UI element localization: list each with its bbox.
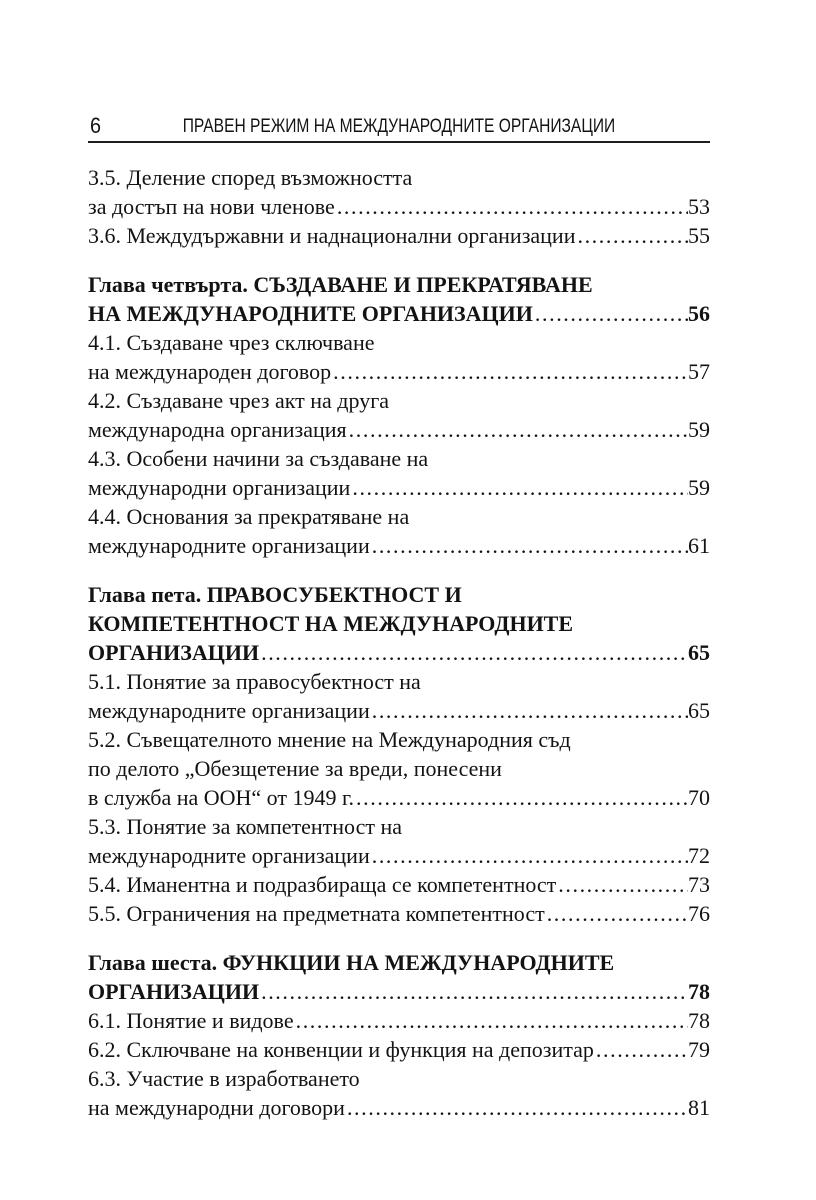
toc-chapter-heading — [88, 270, 710, 328]
toc-line-text: 4.4. Основания за прекратяване на — [88, 504, 410, 529]
toc-page-ref: 59 — [688, 475, 710, 500]
toc-chapter-heading — [88, 580, 710, 667]
toc-chapter-heading — [88, 948, 710, 1006]
toc-line — [88, 192, 710, 221]
toc-line — [88, 444, 710, 473]
toc-line — [88, 725, 710, 754]
toc-line-text: международните организации — [88, 698, 370, 723]
toc-entry — [88, 1006, 710, 1035]
toc-line-text: Глава пета. ПРАВОСУБЕКТНОСТ И — [88, 582, 462, 607]
toc-line — [88, 754, 710, 783]
dot-leader — [296, 1006, 688, 1035]
toc-line — [88, 415, 710, 444]
toc-page-ref: 73 — [688, 872, 710, 897]
toc-page-ref: 72 — [688, 843, 710, 868]
toc-line — [88, 328, 710, 357]
dot-leader — [577, 221, 688, 250]
toc-line — [88, 386, 710, 415]
toc-line-text: ОРГАНИЗАЦИИ — [88, 979, 260, 1004]
toc-entry — [88, 328, 710, 386]
toc-line — [88, 1064, 710, 1093]
dot-leader — [372, 696, 688, 725]
toc-line — [88, 531, 710, 560]
toc-line — [88, 163, 710, 192]
toc-page-ref: 57 — [688, 359, 710, 384]
toc-line — [88, 357, 710, 386]
dot-leader — [596, 1035, 688, 1064]
toc-line-text: 5.4. Иманентна и подразбираща се компетентност — [88, 872, 557, 897]
toc-page-ref: 55 — [688, 223, 710, 248]
toc-page-ref: 78 — [688, 979, 710, 1004]
toc-entry — [88, 812, 710, 870]
toc-line-text: 5.5. Ограничения на предметната компетентност — [88, 901, 545, 926]
toc-line-text: 5.2. Съвещателното мнение на Международния съд — [88, 727, 571, 752]
toc-line-text: 5.1. Понятие за правосубектност на — [88, 669, 421, 694]
toc-line — [88, 696, 710, 725]
toc-line — [88, 299, 710, 328]
toc-line — [88, 812, 710, 841]
toc-line-text: международни организации — [88, 475, 351, 500]
toc-entry — [88, 870, 710, 899]
toc-entry — [88, 899, 710, 928]
toc-line — [88, 1093, 710, 1122]
toc-line-text: Глава четвърта. СЪЗДАВАНЕ И ПРЕКРАТЯВАНЕ — [88, 272, 593, 297]
page-number: 6 — [90, 113, 102, 138]
toc-entry — [88, 1035, 710, 1064]
dot-leader — [261, 638, 688, 667]
dot-leader — [349, 415, 688, 444]
running-header — [88, 112, 710, 144]
dot-leader — [347, 1093, 688, 1122]
toc-line — [88, 473, 710, 502]
toc-line — [88, 870, 710, 899]
toc-line-text: ОРГАНИЗАЦИИ — [88, 640, 260, 665]
dot-leader — [333, 357, 688, 386]
toc-entry — [88, 444, 710, 502]
toc-line — [88, 638, 710, 667]
toc-line — [88, 841, 710, 870]
toc-line — [88, 609, 710, 638]
toc-line — [88, 1035, 710, 1064]
toc-line — [88, 221, 710, 250]
toc-page-ref: 61 — [688, 533, 710, 558]
toc-line-text: 4.3. Особени начини за създаване на — [88, 446, 429, 471]
toc-line-text: КОМПЕТЕНТНОСТ НА МЕЖДУНАРОДНИТЕ — [88, 611, 574, 636]
toc-line — [88, 948, 710, 977]
toc-page-ref: 53 — [688, 194, 710, 219]
toc-line-text: 4.1. Създаване чрез сключване — [88, 330, 375, 355]
toc-line-text: Глава шеста. ФУНКЦИИ НА МЕЖДУНАРОДНИТЕ — [88, 950, 615, 975]
toc-line-text: за достъп на нови членове — [88, 194, 335, 219]
dot-leader — [356, 783, 688, 812]
toc-entry — [88, 502, 710, 560]
toc-entry — [88, 725, 710, 812]
toc-entry — [88, 667, 710, 725]
toc-line — [88, 899, 710, 928]
toc-line-text: 6.2. Сключване на конвенции и функция на депозитар — [88, 1037, 594, 1062]
toc-line-text: в служба на ООН“ от 1949 г. — [88, 785, 355, 810]
toc-line-text: НА МЕЖДУНАРОДНИТЕ ОРГАНИЗАЦИИ — [88, 301, 533, 326]
toc-line — [88, 783, 710, 812]
dot-leader — [372, 531, 688, 560]
toc-line — [88, 580, 710, 609]
toc-entry — [88, 386, 710, 444]
toc-line-text: 4.2. Създаване чрез акт на друга — [88, 388, 389, 413]
toc-line — [88, 1006, 710, 1035]
toc-page-ref: 65 — [688, 698, 710, 723]
toc-entry — [88, 221, 710, 250]
dot-leader — [337, 192, 688, 221]
toc-line — [88, 977, 710, 1006]
dot-leader — [261, 977, 688, 1006]
toc-line — [88, 502, 710, 531]
toc-line-text: 6.1. Понятие и видове — [88, 1008, 294, 1033]
toc-line-text: 3.6. Междудържавни и наднационални организации — [88, 223, 576, 248]
toc-page-ref: 70 — [688, 785, 710, 810]
dot-leader — [558, 870, 688, 899]
toc-list — [88, 163, 710, 1122]
toc-page-ref: 81 — [688, 1095, 710, 1120]
dot-leader — [547, 899, 688, 928]
toc-page-ref: 59 — [688, 417, 710, 442]
toc-entry — [88, 1064, 710, 1122]
toc-page-ref: 78 — [688, 1008, 710, 1033]
toc-line-text: международна организация — [88, 417, 347, 442]
toc-page-ref: 79 — [688, 1037, 710, 1062]
toc-line-text: 6.3. Участие в изработването — [88, 1066, 360, 1091]
toc-entry — [88, 163, 710, 221]
toc-line-text: 5.3. Понятие за компетентност на — [88, 814, 403, 839]
header-rule — [88, 141, 710, 143]
toc-line-text: международните организации — [88, 843, 370, 868]
toc-line-text: 3.5. Деление според възможността — [88, 165, 413, 190]
toc-line-text: на международни договори — [88, 1095, 345, 1120]
toc-line-text: на международен договор — [88, 359, 332, 384]
dot-leader — [535, 299, 688, 328]
toc-line-text: по делото „Обезщетение за вреди, понесени — [88, 756, 502, 781]
toc-page-ref: 76 — [688, 901, 710, 926]
toc-line — [88, 667, 710, 696]
toc-line-text: международните организации — [88, 533, 370, 558]
dot-leader — [352, 473, 688, 502]
toc-page-ref: 65 — [688, 640, 710, 665]
running-header-title: ПРАВЕН РЕЖИМ НА МЕЖДУНАРОДНИТЕ ОРГАНИЗАЦИИ — [182, 116, 616, 137]
toc-page-ref: 56 — [688, 301, 710, 326]
dot-leader — [372, 841, 688, 870]
toc-line — [88, 270, 710, 299]
